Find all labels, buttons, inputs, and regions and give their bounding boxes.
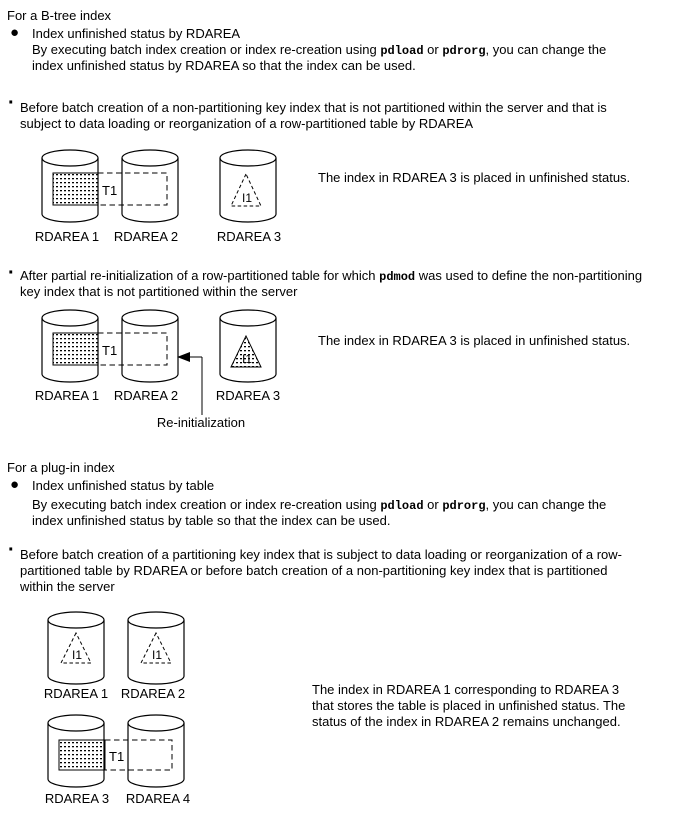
text-segment: , you can change the xyxy=(485,497,607,512)
command-name-pdmod: pdmod xyxy=(379,270,416,284)
section-title-plugin: For a plug-in index xyxy=(7,460,115,475)
command-name-pdrorg: pdrorg xyxy=(442,499,486,513)
reinitialization-arrow xyxy=(177,352,202,415)
table-stored-part xyxy=(53,333,98,365)
diagram-btree-reinitialization xyxy=(0,305,688,435)
index-label: I1 xyxy=(71,648,83,662)
cylinder-top xyxy=(42,310,98,326)
btree-case2-line1 xyxy=(20,268,642,285)
rdarea-label: RDAREA 4 xyxy=(125,791,191,806)
cylinder-top xyxy=(128,612,184,628)
table-label: T1 xyxy=(102,183,118,198)
plugin-case1-line2: partitioned table by RDAREA or before batch creation of a non-partitioning key index that is partitioned xyxy=(20,563,608,578)
btree-case1-note: The index in RDAREA 3 is placed in unfinished status. xyxy=(318,170,631,185)
index-label: I1 xyxy=(151,648,163,662)
plugin-paragraph-line2: index unfinished status by table so that the index can be used. xyxy=(32,513,391,528)
plugin-case1-note-line2: that stores the table is placed in unfinished status. The xyxy=(312,698,626,713)
diagram-btree-before-batch xyxy=(0,145,688,250)
table-label: T1 xyxy=(102,343,118,358)
reinitialization-label: Re-initialization xyxy=(156,415,246,430)
rdarea-label: RDAREA 1 xyxy=(34,388,100,403)
case-marker-icon: · xyxy=(8,92,15,114)
rdarea-label: RDAREA 2 xyxy=(113,388,179,403)
cylinder-top xyxy=(128,715,184,731)
text-segment: By executing batch index creation or index re-creation using xyxy=(32,42,381,57)
cylinder-rdarea-2 xyxy=(122,150,178,222)
text-segment: By executing batch index creation or index re-creation using xyxy=(32,497,381,512)
rdarea-label: RDAREA 3 xyxy=(215,388,281,403)
cylinder-body xyxy=(128,723,184,787)
rdarea-label: RDAREA 2 xyxy=(113,229,179,244)
cylinder-top xyxy=(122,310,178,326)
cylinder-top xyxy=(48,715,104,731)
plugin-case1-line1: Before batch creation of a partitioning key index that is subject to data loading or reorganization of a row- xyxy=(20,547,622,562)
cylinder-body xyxy=(122,318,178,382)
rdarea-label: RDAREA 2 xyxy=(120,686,186,701)
section-title-btree: For a B-tree index xyxy=(7,8,112,23)
table-stored-part xyxy=(59,740,105,770)
btree-paragraph-line2: index unfinished status by RDAREA so that the index can be used. xyxy=(32,58,416,73)
text-segment: was used to define the non-partitioning xyxy=(415,268,643,283)
rdarea-label: RDAREA 1 xyxy=(34,229,100,244)
cylinder-top xyxy=(220,150,276,166)
btree-case1-line1: Before batch creation of a non-partitioning key index that is not partitioned within the server and that is xyxy=(20,100,607,115)
btree-case1-line2: subject to data loading or reorganization of a row-partitioned table by RDAREA xyxy=(20,116,474,131)
bullet-icon: ● xyxy=(10,476,20,493)
case-marker-icon: · xyxy=(8,539,15,561)
btree-bullet-heading: Index unfinished status by RDAREA xyxy=(32,26,241,41)
arrowhead-icon xyxy=(177,352,190,362)
command-name-pdload: pdload xyxy=(380,499,424,513)
table-label: T1 xyxy=(109,749,125,764)
plugin-case1-line3: within the server xyxy=(20,579,115,594)
command-name-pdrorg: pdrorg xyxy=(442,44,486,58)
cylinder-top xyxy=(220,310,276,326)
rdarea-label: RDAREA 3 xyxy=(216,229,282,244)
cylinder-rdarea-4 xyxy=(128,715,184,787)
text-segment: or xyxy=(423,42,443,57)
text-segment: , you can change the xyxy=(485,42,607,57)
plugin-case1-note-line3: status of the index in RDAREA 2 remains unchanged. xyxy=(312,714,621,729)
rdarea-label: RDAREA 3 xyxy=(44,791,110,806)
plugin-case1-note-line1: The index in RDAREA 1 corresponding to RDAREA 3 xyxy=(312,682,620,697)
cylinder-body xyxy=(220,158,276,222)
rdarea-label: RDAREA 1 xyxy=(43,686,109,701)
btree-case2-line2: key index that is not partitioned within the server xyxy=(20,284,298,299)
table-stored-part xyxy=(53,173,98,205)
cylinder-rdarea-3 xyxy=(220,150,276,222)
bullet-icon: ● xyxy=(10,24,20,41)
btree-paragraph-line1 xyxy=(32,42,606,59)
cylinder-top xyxy=(42,150,98,166)
btree-case2-note: The index in RDAREA 3 is placed in unfinished status. xyxy=(318,333,631,348)
command-name-pdload: pdload xyxy=(380,44,424,58)
text-segment: or xyxy=(423,497,443,512)
plugin-paragraph-line1 xyxy=(32,497,606,514)
plugin-bullet-heading: Index unfinished status by table xyxy=(32,478,215,493)
cylinder-top xyxy=(48,612,104,628)
index-label: I1 xyxy=(241,352,253,366)
case-marker-icon: · xyxy=(8,262,15,284)
text-segment: After partial re-initialization of a row-partitioned table for which xyxy=(20,268,380,283)
index-label: I1 xyxy=(241,191,253,205)
cylinder-top xyxy=(122,150,178,166)
cylinder-rdarea-2 xyxy=(122,310,178,382)
cylinder-body xyxy=(122,158,178,222)
